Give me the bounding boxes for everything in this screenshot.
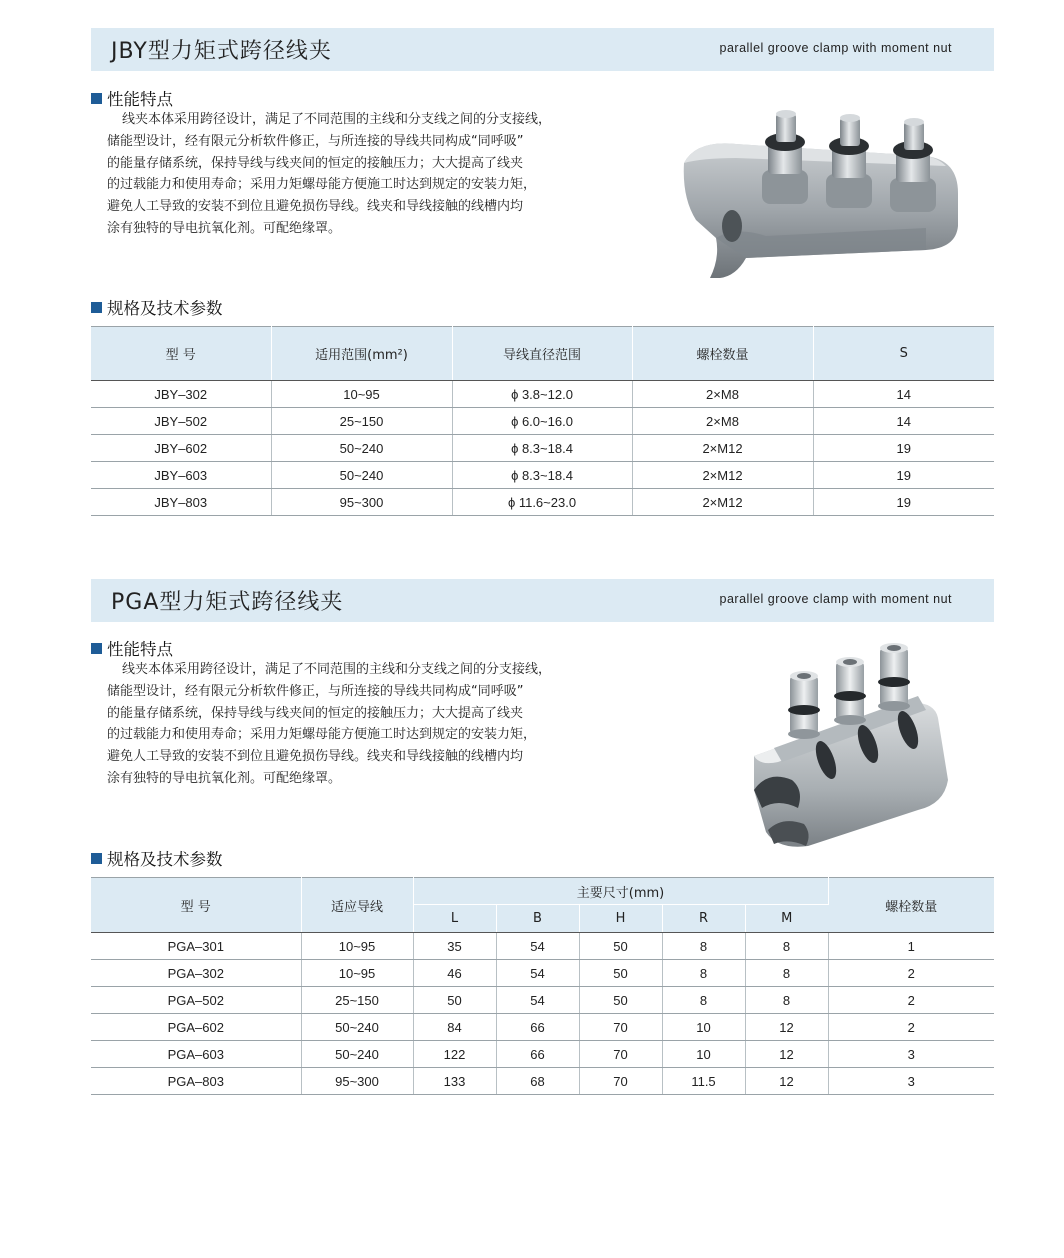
pga-specs-heading xyxy=(91,846,223,870)
table-cell: 10 xyxy=(662,1014,745,1041)
table-cell: 8 xyxy=(662,987,745,1014)
table-cell: 8 xyxy=(745,933,828,960)
pga-title: PGA型力矩式跨径线夹 xyxy=(111,590,344,615)
table-cell: 50~240 xyxy=(271,462,452,489)
jby-features-line: 的过载能力和使用寿命；采用力矩螺母能方便施工时达到规定的安装力矩， xyxy=(107,177,537,193)
table-row xyxy=(91,933,994,960)
table-cell: 54 xyxy=(496,987,579,1014)
table-cell: 25~150 xyxy=(301,987,413,1014)
table-cell: 50~240 xyxy=(271,435,452,462)
table-cell: 19 xyxy=(813,489,994,516)
table-cell: 1 xyxy=(828,933,994,960)
table-cell: 10 xyxy=(662,1041,745,1068)
table-row xyxy=(91,960,994,987)
table-cell: 50 xyxy=(579,987,662,1014)
table-cell: JBY–302 xyxy=(91,381,271,408)
table-cell: 50 xyxy=(579,960,662,987)
jby-spec-table xyxy=(91,326,994,516)
table-cell: 54 xyxy=(496,960,579,987)
table-cell: 2 xyxy=(828,960,994,987)
table-cell: 3 xyxy=(828,1041,994,1068)
table-cell: ϕ 8.3~18.4 xyxy=(452,435,632,462)
pga-features-line: 避免人工导致的安装不到位且避免损伤导线。线夹和导线接触的线槽内均 xyxy=(107,749,524,765)
table-header-row xyxy=(91,878,994,905)
table-cell: 25~150 xyxy=(271,408,452,435)
pga-title-banner xyxy=(91,579,994,622)
table-cell: PGA–602 xyxy=(91,1014,301,1041)
jby-features-line: 涂有独特的导电抗氧化剂。可配绝缘罩。 xyxy=(107,220,342,236)
col-header-dim: B xyxy=(496,905,579,933)
table-cell: 2 xyxy=(828,1014,994,1041)
table-cell: 50~240 xyxy=(301,1041,413,1068)
table-cell: 70 xyxy=(579,1041,662,1068)
table-cell: ϕ 6.0~16.0 xyxy=(452,408,632,435)
jby-features-line: 储能型设计，经有限元分析软件修正，与所连接的导线共同构成“同呼吸” xyxy=(107,133,524,149)
col-header-dim: R xyxy=(662,905,745,933)
table-row xyxy=(91,1014,994,1041)
table-cell: 70 xyxy=(579,1014,662,1041)
table-cell: JBY–603 xyxy=(91,462,271,489)
table-cell: PGA–502 xyxy=(91,987,301,1014)
jby-features-heading xyxy=(91,86,173,110)
table-cell: ϕ 8.3~18.4 xyxy=(452,462,632,489)
table-cell: 46 xyxy=(413,960,496,987)
table-row xyxy=(91,408,994,435)
table-cell: 14 xyxy=(813,408,994,435)
table-row xyxy=(91,1041,994,1068)
table-cell: 2 xyxy=(828,987,994,1014)
table-cell: JBY–602 xyxy=(91,435,271,462)
table-cell: 70 xyxy=(579,1068,662,1095)
col-header: 型 号 xyxy=(91,327,271,381)
table-cell: 50~240 xyxy=(301,1014,413,1041)
table-cell: 8 xyxy=(745,960,828,987)
table-cell: 2×M8 xyxy=(632,408,813,435)
pga-spec-table xyxy=(91,877,994,1095)
table-row xyxy=(91,381,994,408)
table-row xyxy=(91,462,994,489)
pga-features-line: 的能量存储系统，保持导线与线夹间的恒定的接触压力；大大提高了线夹 xyxy=(107,705,524,721)
col-header-dim: L xyxy=(413,905,496,933)
jby-features-text xyxy=(107,109,607,240)
table-cell: 10~95 xyxy=(301,960,413,987)
table-cell: 95~300 xyxy=(271,489,452,516)
table-cell: PGA–301 xyxy=(91,933,301,960)
table-cell: 19 xyxy=(813,462,994,489)
table-cell: 19 xyxy=(813,435,994,462)
table-cell: ϕ 3.8~12.0 xyxy=(452,381,632,408)
table-cell: 2×M12 xyxy=(632,462,813,489)
pga-features-heading-text: 性能特点 xyxy=(107,640,173,659)
table-cell: 54 xyxy=(496,933,579,960)
table-header-row xyxy=(91,327,994,381)
table-cell: 68 xyxy=(496,1068,579,1095)
jby-title-banner xyxy=(91,28,994,71)
table-cell: 84 xyxy=(413,1014,496,1041)
pga-specs-heading-text: 规格及技术参数 xyxy=(107,850,223,869)
table-cell: 133 xyxy=(413,1068,496,1095)
table-row xyxy=(91,435,994,462)
table-cell: 2×M8 xyxy=(632,381,813,408)
col-header-model: 型 号 xyxy=(91,878,301,933)
pga-features-text xyxy=(107,659,607,790)
table-cell: JBY–502 xyxy=(91,408,271,435)
table-cell: ϕ 11.6~23.0 xyxy=(452,489,632,516)
table-cell: 14 xyxy=(813,381,994,408)
jby-title: JBY型力矩式跨径线夹 xyxy=(111,39,332,64)
jby-specs-heading-text: 规格及技术参数 xyxy=(107,299,223,318)
col-header: 适用范围(mm²) xyxy=(271,327,452,381)
table-cell: JBY–803 xyxy=(91,489,271,516)
table-cell: 2×M12 xyxy=(632,489,813,516)
col-header: 螺栓数量 xyxy=(632,327,813,381)
table-row xyxy=(91,987,994,1014)
table-cell: PGA–803 xyxy=(91,1068,301,1095)
table-cell: 50 xyxy=(413,987,496,1014)
col-header-dimensions: 主要尺寸(mm) xyxy=(413,878,828,905)
jby-clamp-photo xyxy=(676,108,966,283)
jby-features-line: 的能量存储系统，保持导线与线夹间的恒定的接触压力；大大提高了线夹 xyxy=(107,155,524,171)
table-row xyxy=(91,489,994,516)
col-header-conductor: 适应导线 xyxy=(301,878,413,933)
col-header-bolts: 螺栓数量 xyxy=(828,878,994,933)
table-row xyxy=(91,1068,994,1095)
col-header: 导线直径范围 xyxy=(452,327,632,381)
pga-clamp-photo xyxy=(748,640,960,852)
bullet-square-icon xyxy=(91,853,102,864)
table-cell: 11.5 xyxy=(662,1068,745,1095)
bullet-square-icon xyxy=(91,93,102,104)
jby-features-line: 线夹本体采用跨径设计，满足了不同范围的主线和分支线之间的分支接线， xyxy=(122,112,552,127)
table-cell: 10~95 xyxy=(271,381,452,408)
col-header: S xyxy=(813,327,994,381)
table-cell: 12 xyxy=(745,1014,828,1041)
table-cell: 8 xyxy=(745,987,828,1014)
table-cell: 2×M12 xyxy=(632,435,813,462)
table-cell: 35 xyxy=(413,933,496,960)
jby-features-line: 避免人工导致的安装不到位且避免损伤导线。线夹和导线接触的线槽内均 xyxy=(107,199,524,215)
table-cell: 66 xyxy=(496,1041,579,1068)
col-header-dim: M xyxy=(745,905,828,933)
pga-features-line: 涂有独特的导电抗氧化剂。可配绝缘罩。 xyxy=(107,770,342,786)
table-cell: 66 xyxy=(496,1014,579,1041)
table-cell: 95~300 xyxy=(301,1068,413,1095)
col-header-dim: H xyxy=(579,905,662,933)
pga-features-line: 线夹本体采用跨径设计，满足了不同范围的主线和分支线之间的分支接线， xyxy=(122,662,552,677)
table-cell: 122 xyxy=(413,1041,496,1068)
pga-features-line: 的过载能力和使用寿命；采用力矩螺母能方便施工时达到规定的安装力矩， xyxy=(107,727,537,743)
jby-specs-heading xyxy=(91,295,223,319)
jby-features-heading-text: 性能特点 xyxy=(107,90,173,109)
table-cell: 8 xyxy=(662,960,745,987)
table-cell: 12 xyxy=(745,1068,828,1095)
pga-features-heading xyxy=(91,636,173,660)
table-cell: PGA–603 xyxy=(91,1041,301,1068)
table-cell: 10~95 xyxy=(301,933,413,960)
table-cell: PGA–302 xyxy=(91,960,301,987)
bullet-square-icon xyxy=(91,302,102,313)
table-cell: 3 xyxy=(828,1068,994,1095)
table-cell: 50 xyxy=(579,933,662,960)
pga-title-en: parallel groove clamp with moment nut xyxy=(719,592,952,606)
jby-title-en: parallel groove clamp with moment nut xyxy=(719,41,952,55)
bullet-square-icon xyxy=(91,643,102,654)
table-cell: 12 xyxy=(745,1041,828,1068)
pga-features-line: 储能型设计，经有限元分析软件修正，与所连接的导线共同构成“同呼吸” xyxy=(107,683,524,699)
table-cell: 8 xyxy=(662,933,745,960)
